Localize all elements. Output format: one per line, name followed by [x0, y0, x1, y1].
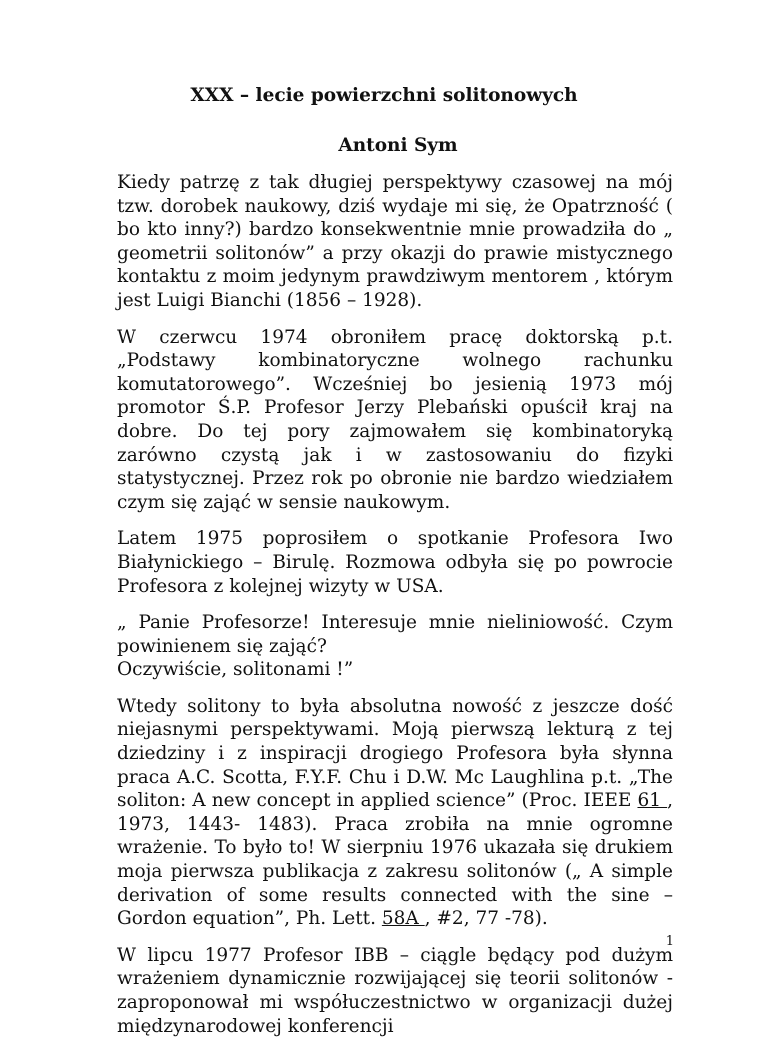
paragraph-5-part-c: , #2, 77 -78).: [424, 908, 548, 930]
quote-line-2: Oczywiście, solitonami !”: [117, 659, 354, 681]
paragraph-6: W lipcu 1977 Profesor IBB – ciągle będący pod dużym wrażeniem dynamicznie rozwijającej się teorii solitonów - zaproponował mi współuczestnictwo w organizacji dużej międzynarodowej konferencji: [117, 944, 673, 1037]
quote-line-1: „ Panie Profesorze! Interesuje mnie nieliniowość. Czym powinienem się zająć?: [117, 612, 673, 657]
volume-reference-2: 58A: [381, 908, 425, 930]
document-title: XXX – lecie powierzchni solitonowych: [190, 85, 578, 106]
paragraph-5-part-a: Wtedy solitony to była absolutna nowość z jeszcze dość niejasnymi perspektywami. Moją pierwszą lekturą z tej dziedziny i z inspiracji drogiego Profesora była słynna praca A.C. Scotta, F.Y.F. Chu i D.W. Mc Laughlina p.t. „The soliton: A new concept in applied science” (Proc. IEEE: [117, 695, 673, 812]
paragraph-2: W czerwcu 1974 obroniłem pracę doktorską p.t. „Podstawy kombinatoryczne wolnego rachunku komutatorowego”. Wcześniej bo jesienią 1973 mój promotor Ś.P. Profesor Jerzy Plebański opuścił kraj na dobre. Do tej pory zajmowałem się kombinatoryką zarówno czystą jak i w zastosowaniu do fizyki statystycznej. Przez rok po obronie nie bardzo wiedziałem czym się zająć w sensie naukowym.: [117, 326, 673, 513]
page-number: 1: [665, 934, 674, 949]
volume-reference-1: 61: [637, 790, 668, 812]
paragraph-1: Kiedy patrzę z tak długiej perspektywy czasowej na mój tzw. dorobek naukowy, dziś wydaje mi się, że Opatrzność ( bo kto inny?) bardzo konsekwentnie mnie prowadziła do „ geometrii solitonów” a przy okazji do prawie mistycznego kontaktu z moim jedynym prawdziwym mentorem , którym jest Luigi Bianchi (1856 – 1928).: [117, 172, 673, 311]
document-body: [117, 171, 673, 1051]
paragraph-4: [117, 611, 673, 682]
author-name: Antoni Sym: [338, 135, 458, 156]
paragraph-5: [117, 695, 673, 931]
paragraph-5-part-b: , 1973, 1443- 1483). Praca zrobiła na mnie ogromne wrażenie. To było to! W sierpniu 1976 ukazała się drukiem moja pierwsza publikacja z zakresu solitonów („ A simple derivation of some results connected with the sine – Gordon equation”, Ph. Lett.: [117, 790, 674, 930]
paragraph-3: Latem 1975 poprosiłem o spotkanie Profesora Iwo Białynickiego – Birulę. Rozmowa odbyła się po powrocie Profesora z kolejnej wizyty w USA.: [117, 528, 673, 597]
